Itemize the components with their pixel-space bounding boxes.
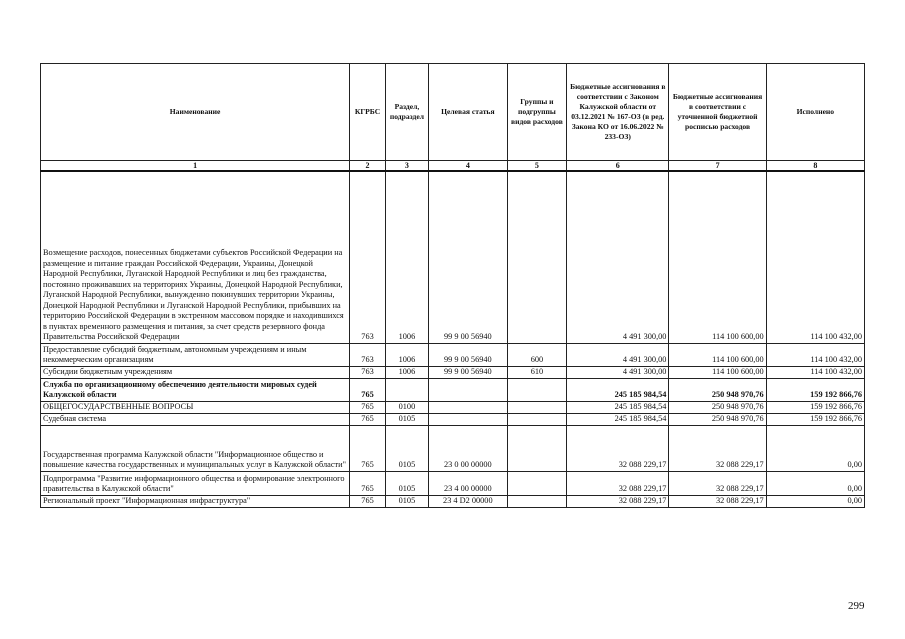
row-law-allocation: 32 088 229,17 bbox=[567, 471, 669, 495]
row-expense-group bbox=[507, 401, 566, 413]
row-expense-group: 610 bbox=[507, 366, 566, 378]
row-executed: 0,00 bbox=[766, 471, 864, 495]
row-name: Государственная программа Калужской области "Информационное общество и повышение качества государственных и муниципальных услуг в Калужской области" bbox=[41, 425, 350, 471]
row-plan-allocation: 114 100 600,00 bbox=[669, 366, 766, 378]
row-expense-group bbox=[507, 495, 566, 507]
row-kgrbs: 765 bbox=[350, 401, 386, 413]
header-law-allocations: Бюджетные ассигнования в соответствии с Законом Калужской области от 03.12.2021 № 167-ОЗ (в ред. Закона КО от 16.06.2022 № 233-ОЗ) bbox=[567, 64, 669, 161]
row-target-article bbox=[428, 401, 507, 413]
row-name: ОБЩЕГОСУДАРСТВЕННЫЕ ВОПРОСЫ bbox=[41, 401, 350, 413]
table-row bbox=[41, 366, 865, 378]
column-number-row bbox=[41, 161, 865, 172]
row-section bbox=[385, 378, 428, 401]
table-row bbox=[41, 171, 865, 343]
row-executed: 159 192 866,76 bbox=[766, 413, 864, 425]
header-section: Раздел, подраздел bbox=[385, 64, 428, 161]
table-body bbox=[41, 171, 865, 507]
row-section: 1006 bbox=[385, 171, 428, 343]
header-row bbox=[41, 64, 865, 161]
column-number: 4 bbox=[428, 161, 507, 172]
column-number: 3 bbox=[385, 161, 428, 172]
row-target-article: 23 0 00 00000 bbox=[428, 425, 507, 471]
budget-table-sheet bbox=[40, 63, 865, 508]
row-law-allocation: 4 491 300,00 bbox=[567, 343, 669, 366]
column-number: 8 bbox=[766, 161, 864, 172]
row-law-allocation: 245 185 984,54 bbox=[567, 413, 669, 425]
row-kgrbs: 765 bbox=[350, 425, 386, 471]
row-executed: 159 192 866,76 bbox=[766, 401, 864, 413]
table-row bbox=[41, 471, 865, 495]
column-number: 7 bbox=[669, 161, 766, 172]
row-name: Возмещение расходов, понесенных бюджетами субъектов Российской Федерации на размещение и питание граждан Российской Федерации, Украины, Донецкой Народной Республики, Луганской Народной Республики и лиц без гражданства, постоянно проживавших на территориях Украины, Донецкой Народной Республики, Луганской Народной Республики, вынужденно покинувших территории Украины, Донецкой Народной Республики и Луганской Народной Республики, прибывших на территорию Российской Федерации в экстренном массовом порядке и находившихся в пунктах временного размещения и питания, за счет средств резервного фонда Правительства Российской Федерации bbox=[41, 171, 350, 343]
row-target-article: 23 4 00 00000 bbox=[428, 471, 507, 495]
column-number: 1 bbox=[41, 161, 350, 172]
row-section: 0105 bbox=[385, 471, 428, 495]
row-plan-allocation: 32 088 229,17 bbox=[669, 425, 766, 471]
row-plan-allocation: 32 088 229,17 bbox=[669, 495, 766, 507]
row-name: Субсидии бюджетным учреждениям bbox=[41, 366, 350, 378]
row-kgrbs: 763 bbox=[350, 171, 386, 343]
row-name: Служба по организационному обеспечению деятельности мировых судей Калужской области bbox=[41, 378, 350, 401]
row-target-article: 99 9 00 56940 bbox=[428, 366, 507, 378]
table-row bbox=[41, 378, 865, 401]
row-kgrbs: 765 bbox=[350, 495, 386, 507]
column-number: 2 bbox=[350, 161, 386, 172]
row-kgrbs: 765 bbox=[350, 378, 386, 401]
row-expense-group: 600 bbox=[507, 343, 566, 366]
row-law-allocation: 4 491 300,00 bbox=[567, 171, 669, 343]
row-law-allocation: 32 088 229,17 bbox=[567, 495, 669, 507]
row-name: Региональный проект "Информационная инфраструктура" bbox=[41, 495, 350, 507]
column-number: 6 bbox=[567, 161, 669, 172]
row-kgrbs: 765 bbox=[350, 413, 386, 425]
row-target-article: 23 4 D2 00000 bbox=[428, 495, 507, 507]
row-name: Предоставление субсидий бюджетным, автономным учреждениям и иным некоммерческим организациям bbox=[41, 343, 350, 366]
row-kgrbs: 763 bbox=[350, 366, 386, 378]
table-row bbox=[41, 495, 865, 507]
row-section: 1006 bbox=[385, 366, 428, 378]
row-plan-allocation: 250 948 970,76 bbox=[669, 401, 766, 413]
row-kgrbs: 765 bbox=[350, 471, 386, 495]
row-executed: 114 100 432,00 bbox=[766, 171, 864, 343]
table-row bbox=[41, 401, 865, 413]
row-expense-group bbox=[507, 425, 566, 471]
row-executed: 0,00 bbox=[766, 495, 864, 507]
row-executed: 159 192 866,76 bbox=[766, 378, 864, 401]
row-name: Подпрограмма "Развитие информационного общества и формирование электронного правительства в Калужской области" bbox=[41, 471, 350, 495]
row-expense-group bbox=[507, 378, 566, 401]
row-plan-allocation: 250 948 970,76 bbox=[669, 378, 766, 401]
header-name: Наименование bbox=[41, 64, 350, 161]
row-plan-allocation: 250 948 970,76 bbox=[669, 413, 766, 425]
header-plan-allocations: Бюджетные ассигнования в соответствии с уточненной бюджетной росписью расходов bbox=[669, 64, 766, 161]
row-section: 0105 bbox=[385, 495, 428, 507]
row-plan-allocation: 114 100 600,00 bbox=[669, 171, 766, 343]
row-section: 0100 bbox=[385, 401, 428, 413]
row-law-allocation: 32 088 229,17 bbox=[567, 425, 669, 471]
row-law-allocation: 245 185 984,54 bbox=[567, 401, 669, 413]
row-section: 0105 bbox=[385, 425, 428, 471]
header-target-article: Целевая статья bbox=[428, 64, 507, 161]
header-expense-groups: Группы и подгруппы видов расходов bbox=[507, 64, 566, 161]
row-target-article bbox=[428, 413, 507, 425]
header-executed: Исполнено bbox=[766, 64, 864, 161]
row-expense-group bbox=[507, 171, 566, 343]
row-executed: 114 100 432,00 bbox=[766, 343, 864, 366]
row-executed: 114 100 432,00 bbox=[766, 366, 864, 378]
row-expense-group bbox=[507, 413, 566, 425]
row-section: 0105 bbox=[385, 413, 428, 425]
budget-execution-table bbox=[40, 63, 865, 508]
row-law-allocation: 245 185 984,54 bbox=[567, 378, 669, 401]
header-kgrbs: КГРБС bbox=[350, 64, 386, 161]
table-row bbox=[41, 425, 865, 471]
row-plan-allocation: 32 088 229,17 bbox=[669, 471, 766, 495]
row-target-article bbox=[428, 378, 507, 401]
row-executed: 0,00 bbox=[766, 425, 864, 471]
row-name: Судебная система bbox=[41, 413, 350, 425]
table-row bbox=[41, 413, 865, 425]
row-law-allocation: 4 491 300,00 bbox=[567, 366, 669, 378]
page-number: 299 bbox=[848, 600, 865, 612]
row-expense-group bbox=[507, 471, 566, 495]
row-plan-allocation: 114 100 600,00 bbox=[669, 343, 766, 366]
row-target-article: 99 9 00 56940 bbox=[428, 343, 507, 366]
row-section: 1006 bbox=[385, 343, 428, 366]
table-row bbox=[41, 343, 865, 366]
column-number: 5 bbox=[507, 161, 566, 172]
row-target-article: 99 9 00 56940 bbox=[428, 171, 507, 343]
row-kgrbs: 763 bbox=[350, 343, 386, 366]
